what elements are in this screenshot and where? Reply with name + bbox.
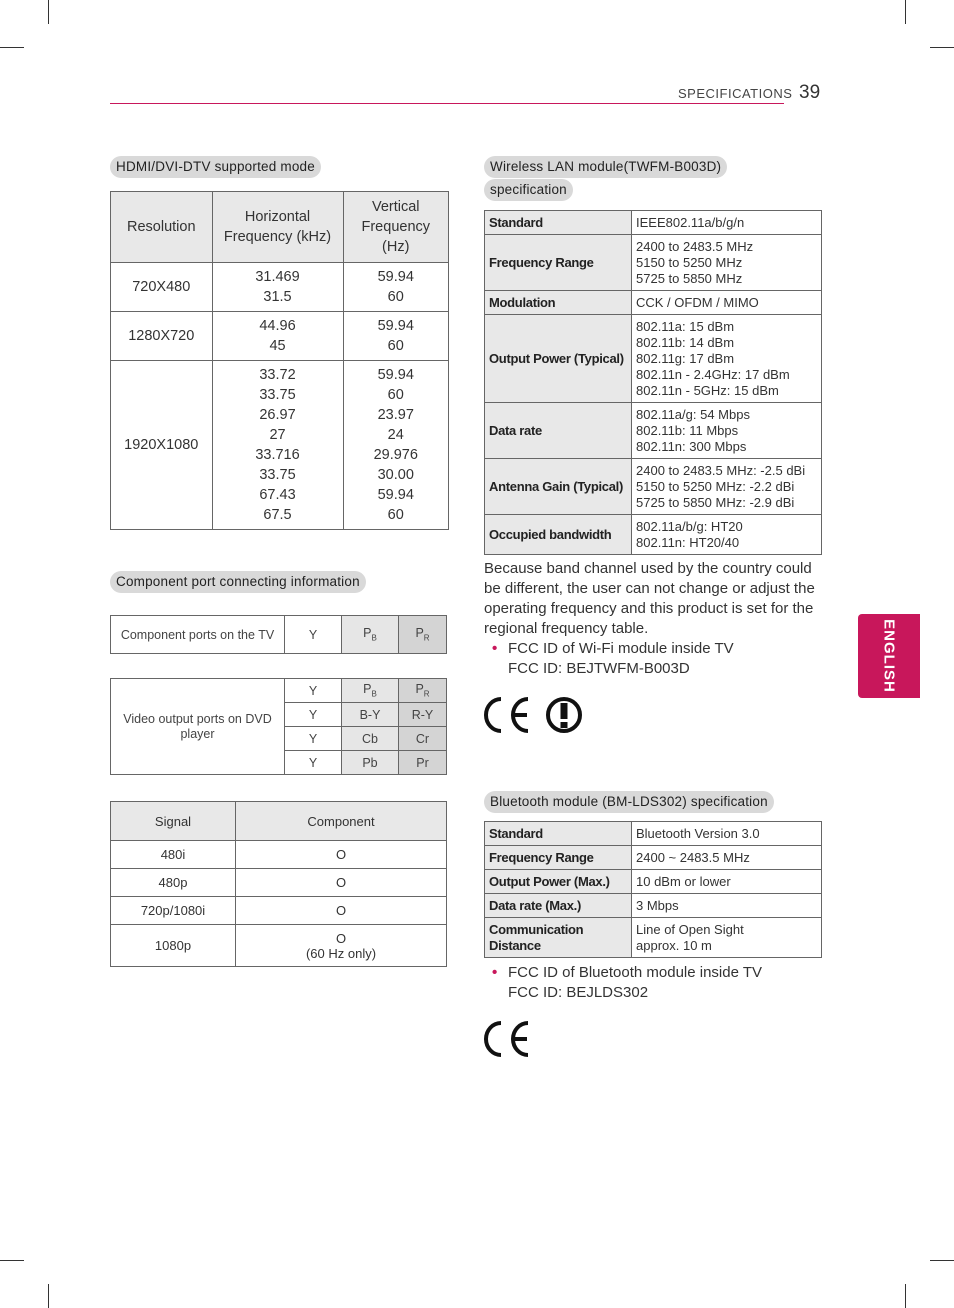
port-letter: Y	[308, 683, 318, 698]
spec-value	[632, 235, 822, 291]
table-row	[111, 869, 447, 897]
language-tab-label: ENGLISH	[880, 619, 898, 693]
wlan-section-title-2: specification	[484, 179, 573, 201]
value: 31.469	[255, 269, 300, 285]
table-row	[485, 403, 822, 459]
page-number: 39	[799, 82, 821, 103]
port-letter: P	[415, 682, 424, 697]
spec-key: Occupied bandwidth	[485, 515, 632, 555]
value: 10 dBm or lower	[636, 873, 731, 889]
value: 27	[269, 427, 286, 443]
column-header: Signal	[111, 802, 236, 841]
component-cell: O	[236, 869, 447, 897]
v-freq-cell	[343, 312, 449, 361]
value: 59.94	[377, 487, 414, 503]
component-cell: O	[236, 841, 447, 869]
resolution-cell: 720X480	[111, 263, 213, 312]
table-row	[485, 235, 822, 291]
table-row	[485, 918, 822, 958]
port-cell: Pb	[342, 751, 399, 775]
value: 33.75	[259, 467, 296, 483]
value: 802.11n: 300 Mbps	[636, 438, 747, 454]
value: 59.94	[377, 318, 414, 334]
component-cell	[236, 925, 447, 967]
port-cell	[285, 616, 342, 654]
port-letter: P	[363, 626, 372, 641]
spec-value	[632, 515, 822, 555]
port-cell	[342, 616, 399, 654]
spec-value	[632, 918, 822, 958]
bullet-dot: •	[492, 640, 498, 657]
crop-mark	[905, 0, 906, 24]
value: 31.5	[263, 289, 292, 305]
spec-key: Standard	[485, 822, 632, 846]
column-header: Vertical Frequency (Hz)	[343, 192, 449, 263]
crop-mark	[905, 1284, 906, 1308]
spec-key: Frequency Range	[485, 235, 632, 291]
bluetooth-section-title: Bluetooth module (BM-LDS302) specification	[484, 791, 774, 813]
value: 33.72	[259, 367, 296, 383]
spec-key: Frequency Range	[485, 846, 632, 870]
value: 5150 to 5250 MHz	[636, 254, 743, 270]
section-title: SPECIFICATIONS	[678, 86, 793, 101]
value: 2400 to 2483.5 MHz	[636, 238, 754, 254]
spec-value	[632, 822, 822, 846]
h-freq-cell	[212, 361, 343, 530]
value: 30.00	[377, 467, 414, 483]
port-cell	[342, 679, 399, 703]
spec-value	[632, 846, 822, 870]
crop-mark	[930, 47, 954, 48]
value: 802.11n - 2.4GHz: 17 dBm	[636, 366, 790, 382]
v-freq-cell	[343, 361, 449, 530]
value: 5150 to 5250 MHz: -2.2 dBi	[636, 478, 795, 494]
value: 5725 to 5850 MHz	[636, 270, 743, 286]
value: 3 Mbps	[636, 897, 679, 913]
spec-value	[632, 315, 822, 403]
table-row	[111, 897, 447, 925]
spec-value	[632, 459, 822, 515]
value: 67.5	[263, 507, 292, 523]
wlan-spec-table	[484, 210, 822, 555]
signal-cell: 480p	[111, 869, 236, 897]
value: 24	[387, 427, 404, 443]
table-row	[485, 459, 822, 515]
note: (60 Hz only)	[305, 945, 377, 961]
value: CCK / OFDM / MIMO	[636, 294, 759, 310]
value: 33.716	[255, 447, 300, 463]
value: 802.11a/g: 54 Mbps	[636, 406, 750, 422]
port-cell: Y	[285, 751, 342, 775]
value: 23.97	[377, 407, 414, 423]
port-cell	[399, 616, 447, 654]
resolution-cell: 1280X720	[111, 312, 213, 361]
ce-mark-icon	[484, 696, 584, 736]
port-subscript: R	[423, 689, 430, 699]
hdmi-section-title: HDMI/DVI-DTV supported mode	[110, 156, 321, 178]
value: 2400 to 2483.5 MHz: -2.5 dBi	[636, 462, 806, 478]
value: Line of Open Sight	[636, 921, 744, 937]
spec-value	[632, 291, 822, 315]
spec-key: Communication Distance	[485, 918, 632, 958]
resolution-cell: 1920X1080	[111, 361, 213, 530]
wlan-fcc-bullet	[492, 639, 734, 679]
tv-ports-label: Component ports on the TV	[111, 616, 285, 654]
table-row	[485, 211, 822, 235]
value: 44.96	[259, 318, 296, 334]
value: 60	[387, 338, 404, 354]
spec-value	[632, 870, 822, 894]
table-row	[485, 822, 822, 846]
value: 45	[269, 338, 286, 354]
port-letter: Y	[308, 627, 318, 642]
value: IEEE802.11a/b/g/n	[636, 214, 745, 230]
fcc-id: FCC ID: BEJTWFM-B003D	[508, 660, 690, 677]
column-header: Component	[236, 802, 447, 841]
hdmi-mode-table	[110, 191, 449, 530]
column-header: Resolution	[111, 192, 213, 263]
header-divider	[110, 103, 784, 104]
component-section-title: Component port connecting information	[110, 571, 366, 593]
signal-table	[110, 801, 447, 967]
value: 2400 ~ 2483.5 MHz	[636, 849, 750, 865]
column-header: Horizontal Frequency (kHz)	[212, 192, 343, 263]
port-subscript: R	[423, 633, 430, 643]
port-cell: Cb	[342, 727, 399, 751]
value: 802.11n: HT20/40	[636, 534, 740, 550]
port-subscript: B	[371, 633, 377, 643]
frequency-note: Because band channel used by the country could be different, the user can not change or adjust the operating frequency and this product is set for the regional frequency table.	[484, 560, 815, 637]
spec-key: Data rate	[485, 403, 632, 459]
value: 802.11g: 17 dBm	[636, 350, 735, 366]
table-row	[111, 841, 447, 869]
ce-mark-icon	[484, 1020, 540, 1060]
h-freq-cell	[212, 312, 343, 361]
value: 59.94	[377, 367, 414, 383]
bullet-dot: •	[492, 964, 498, 981]
table-row	[485, 291, 822, 315]
value: Bluetooth Version 3.0	[636, 825, 760, 841]
value: 802.11a: 15 dBm	[636, 318, 735, 334]
value: 5725 to 5850 MHz: -2.9 dBi	[636, 494, 795, 510]
port-cell: Pr	[399, 751, 447, 775]
value: 60	[387, 289, 404, 305]
table-row	[485, 870, 822, 894]
port-cell	[285, 679, 342, 703]
fcc-line: FCC ID of Bluetooth module inside TV	[508, 964, 763, 981]
signal-cell: 1080p	[111, 925, 236, 967]
table-row	[485, 315, 822, 403]
spec-key: Output Power (Max.)	[485, 870, 632, 894]
crop-mark	[0, 1260, 24, 1261]
spec-key: Standard	[485, 211, 632, 235]
table-row	[111, 263, 449, 312]
value: 29.976	[373, 447, 418, 463]
table-row	[485, 846, 822, 870]
bluetooth-fcc-bullet	[492, 963, 763, 1003]
port-cell	[399, 679, 447, 703]
spec-value	[632, 403, 822, 459]
port-subscript: B	[371, 689, 377, 699]
table-row	[111, 312, 449, 361]
bluetooth-spec-table	[484, 821, 822, 958]
dvd-ports-label: Video output ports on DVD player	[111, 679, 285, 775]
value: 67.43	[259, 487, 296, 503]
value: 59.94	[377, 269, 414, 285]
value: 802.11b: 14 dBm	[636, 334, 735, 350]
v-freq-cell	[343, 263, 449, 312]
value: 26.97	[259, 407, 296, 423]
wlan-section-title: Wireless LAN module(TWFM-B003D)	[484, 156, 727, 178]
table-row	[111, 925, 447, 967]
signal-cell: 480i	[111, 841, 236, 869]
spec-key: Data rate (Max.)	[485, 894, 632, 918]
port-cell: Y	[285, 727, 342, 751]
port-cell: R-Y	[399, 703, 447, 727]
spec-key: Modulation	[485, 291, 632, 315]
signal-cell: 720p/1080i	[111, 897, 236, 925]
table-row	[485, 894, 822, 918]
table-row	[485, 515, 822, 555]
port-cell: Y	[285, 703, 342, 727]
language-tab	[858, 614, 920, 698]
port-cell: Cr	[399, 727, 447, 751]
spec-key: Output Power (Typical)	[485, 315, 632, 403]
value: 802.11a/b/g: HT20	[636, 518, 743, 534]
value: 802.11n - 5GHz: 15 dBm	[636, 382, 779, 398]
crop-mark	[48, 1284, 49, 1308]
port-cell: B-Y	[342, 703, 399, 727]
dvd-ports-table	[110, 678, 447, 775]
value: O	[335, 930, 347, 946]
value: 33.75	[259, 387, 296, 403]
tv-ports-table	[110, 615, 447, 654]
h-freq-cell	[212, 263, 343, 312]
value: 802.11b: 11 Mbps	[636, 422, 739, 438]
spec-key: Antenna Gain (Typical)	[485, 459, 632, 515]
port-letter: P	[415, 626, 424, 641]
value: 60	[387, 507, 404, 523]
table-row	[111, 679, 447, 703]
port-letter: P	[363, 682, 372, 697]
fcc-line: FCC ID of Wi-Fi module inside TV	[508, 640, 734, 657]
value: approx. 10 m	[636, 937, 712, 953]
fcc-id: FCC ID: BEJLDS302	[508, 984, 649, 1001]
crop-mark	[0, 47, 24, 48]
value: 60	[387, 387, 404, 403]
table-row	[111, 361, 449, 530]
crop-mark	[48, 0, 49, 24]
spec-value	[632, 894, 822, 918]
component-cell: O	[236, 897, 447, 925]
spec-value	[632, 211, 822, 235]
crop-mark	[930, 1260, 954, 1261]
